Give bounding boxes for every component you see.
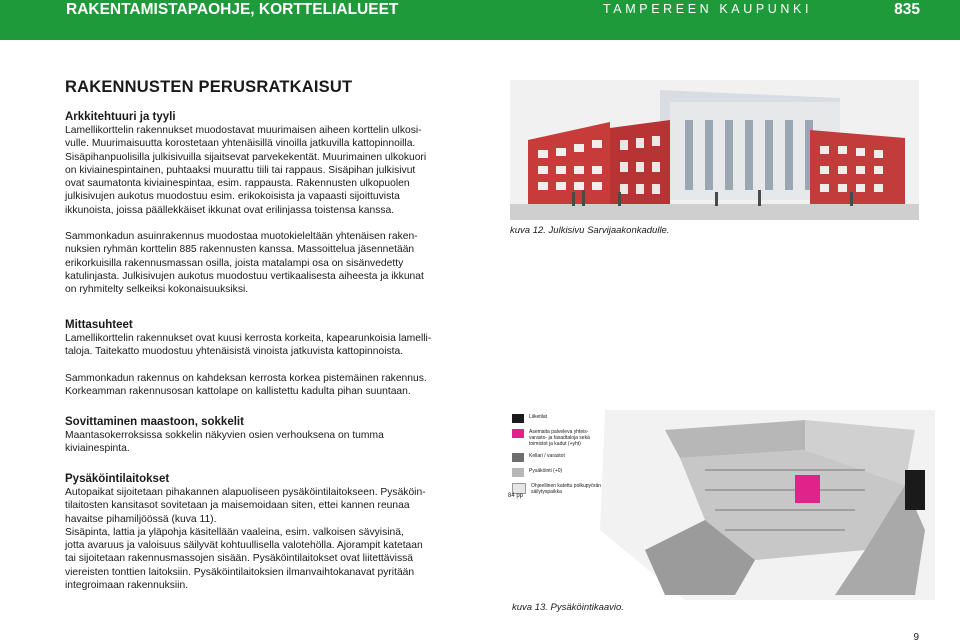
document-title: RAKENTAMISTAPAOHJE, KORTTELIALUEET [66, 1, 399, 18]
block-parking [65, 472, 475, 592]
legend-label: Kellari / varastot [529, 453, 565, 459]
paragraph: Lamellikorttelin rakennukset ovat kuusi kerrosta korkeita, kapearunkoisia lamelli- taloja. Taitekatto muodostuu yhtenäisistä vinoista jatkuvista kattopinnoista. [65, 333, 432, 358]
paragraph: Sammonkadun asuinrakennus muodostaa muotokieleltään yhtenäisen raken- nuksien ryhmän korttelin 885 rakennusten kanssa. Massoittelua jäsennetään erikorkuisilla rakennusmassan osilla, joista matalampi osa on sisänvedetty katulinjasta. Julkisivujen aukotus muodostuu vertikaalisesta aiheesta ja ikkunat on ryhmitelty selkeiksi kokonaisuuksiksi. [65, 231, 424, 296]
paragraph: Maantasokerroksissa sokkelin näkyvien osien verhouksena on tumma kiviainespinta. [65, 430, 384, 455]
legend-item [512, 483, 632, 495]
heading-parking: Pysäköintilaitokset [65, 473, 170, 485]
figure-13-caption: kuva 13. Pysäköintikaavio. [512, 602, 624, 613]
heading-proportions: Mittasuhteet [65, 319, 133, 331]
legend-swatch [512, 429, 524, 438]
legend-swatch [512, 414, 524, 423]
paragraph: Autopaikat sijoitetaan pihakannen alapuoliseen pysäköintilaitokseen. Pysäköin- tilaitosten kansitasot sovitetaan ja maisemoidaan siten, ettei kannen reunaa havaitse pihamiljöössä (kuva 11). Sisäpinta, lattia ja yläpohja käsitellään vaaleina, esim. valkoisen sävyisinä, jotta avaruus ja valoisuus säilyvät kohtuullisella valotehölla. Ajorampit katetaan tai sijoitetaan rakennusmassojen sisään. Pysäköintilaitokset ovat liitettävissä viereisten tonttien laitoksiin. Pysäköintilaitoksien ilmanvaihtokanavat pyritään integroimaan rakennuksiin. [65, 487, 426, 592]
legend-swatch [512, 468, 524, 477]
legend-item [512, 453, 632, 462]
block-architecture [65, 110, 475, 297]
legend-label: Liiketilat [529, 414, 548, 420]
legend-item [512, 414, 632, 423]
legend-swatch [512, 453, 524, 462]
heading-terrain: Sovittaminen maastoon, sokkelit [65, 416, 244, 428]
page-number: 9 [913, 632, 919, 643]
legend-item [512, 429, 632, 447]
figure-12-caption: kuva 12. Julkisivu Sarvijaakonkadulle. [510, 225, 670, 236]
legend-item [512, 468, 632, 477]
paragraph: Lamellikorttelin rakennukset muodostavat muurimaisen aiheen korttelin ulkosi- vulle. Muurimaisuutta korostetaan yhtenäisillä vinoilla jatkuvilla kattopinnoilla. Sisäpihanpuolisilla julkisivuilla sijaitsevat parvekekentät. Muurimainen ulkokuori on kiviainespintainen, puhtaaksi muurattu tiili tai rappaus. Sisäpihan julkisivut ovat saumatonta kiviainespintaa, esim. rappausta. Rakennusten ulkopuolen julkisivujen aukotus muodostuu esim. erikokoisista ja vapaasti sijoittuvista ikkunoista, joissa päällekkäiset ikkunat ovat erilinjassa toistensa kanssa. [65, 125, 427, 216]
header-page-number: 835 [894, 1, 920, 18]
city-name: TAMPEREEN KAUPUNKI [603, 2, 813, 16]
parking-legend [512, 414, 632, 495]
block-proportions [65, 318, 475, 398]
legend-label: Asemaita palveleva yhteis- varasto- ja fasadtaloja sekä toimistot ja kadut (+yht) [529, 429, 590, 447]
heading-architecture: Arkkitehtuuri ja tyyli [65, 111, 176, 123]
parking-count-label: 84 pp [508, 493, 524, 499]
legend-label: Pysäköinti (+0) [529, 468, 563, 474]
legend-label: Ohjeellinen katettu polkupyörän säilytyspaikka [531, 483, 602, 495]
section-title: RAKENNUSTEN PERUSRATKAISUT [65, 78, 353, 96]
header-bar [0, 0, 960, 40]
facade-illustration [510, 80, 919, 220]
paragraph: Sammonkadun rakennus on kahdeksan kerrosta korkea pistemäinen rakennus. Korkeamman rakennusosan kattolape on kallistettu kadulta pihan suuntaan. [65, 372, 427, 397]
block-terrain [65, 415, 475, 456]
